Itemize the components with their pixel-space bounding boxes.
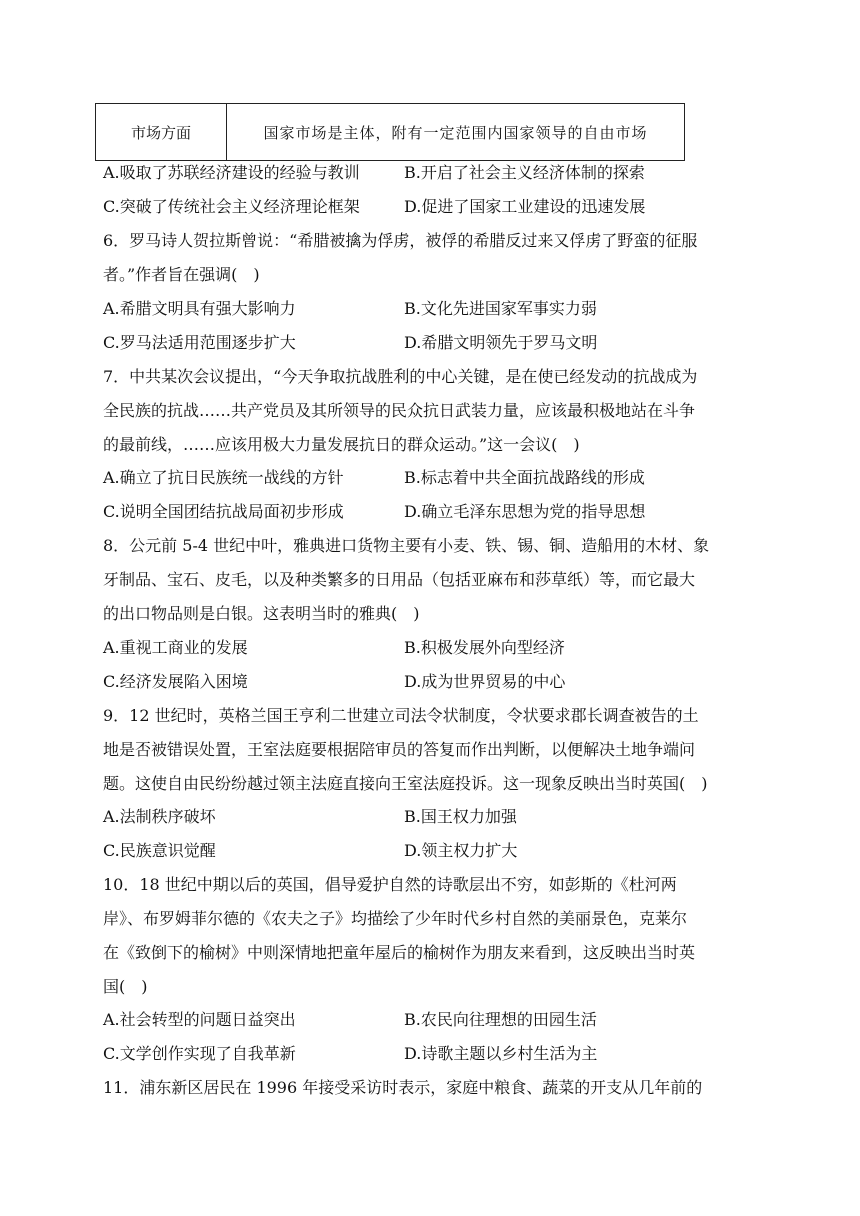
q9-stem-line-1: 9．12 世纪时，英格兰国王亨利二世建立司法令状制度，令状要求郡长调查被告的土 [103, 706, 699, 725]
option-a[interactable]: A.社会转型的问题日益突出 [103, 1010, 296, 1029]
option-b[interactable]: B.标志着中共全面抗战路线的形成 [404, 468, 645, 487]
option-c[interactable]: C.说明全国团结抗战局面初步形成 [103, 502, 344, 521]
option-c[interactable]: C.罗马法适用范围逐步扩大 [103, 333, 296, 352]
market-table [95, 103, 685, 161]
option-b[interactable]: B.积极发展外向型经济 [404, 638, 565, 657]
option-c[interactable]: C.民族意识觉醒 [103, 841, 216, 860]
option-d[interactable]: D.诗歌主题以乡村生活为主 [404, 1044, 598, 1063]
option-d[interactable]: D.希腊文明领先于罗马文明 [404, 333, 598, 352]
option-a[interactable]: A.法制秩序破坏 [103, 807, 216, 826]
option-d[interactable]: D.促进了国家工业建设的迅速发展 [404, 197, 646, 216]
option-d[interactable]: D.领主权力扩大 [404, 841, 518, 860]
q10-stem-line-2: 岸》、布罗姆菲尔德的《农夫之子》均描绘了少年时代乡村自然的美丽景色，克莱尔 [103, 909, 688, 928]
option-a[interactable]: A.确立了抗日民族统一战线的方针 [103, 468, 344, 487]
q6-stem-line-1: 6．罗马诗人贺拉斯曾说：“希腊被擒为俘虏，被俘的希腊反过来又俘虏了野蛮的征服 [103, 231, 698, 250]
q7-stem-line-2: 全民族的抗战……共产党员及其所领导的民众抗日武装力量，应该最积极地站在斗争 [103, 401, 696, 420]
q6-stem-line-2: 者。”作者旨在强调( ) [103, 265, 260, 284]
option-b[interactable]: B.开启了社会主义经济体制的探索 [404, 163, 645, 182]
option-d[interactable]: D.确立毛泽东思想为党的指导思想 [404, 502, 646, 521]
option-b[interactable]: B.文化先进国家军事实力弱 [404, 299, 597, 318]
q10-stem-line-3: 在《致倒下的榆树》中则深情地把童年屋后的榆树作为朋友来看到，这反映出当时英 [103, 943, 696, 962]
option-b[interactable]: B.国王权力加强 [404, 807, 517, 826]
table-label-cell: 市场方面 [96, 104, 227, 161]
option-a[interactable]: A.希腊文明具有强大影响力 [103, 299, 296, 318]
q11-stem-line-1: 11．浦东新区居民在 1996 年接受采访时表示，家庭中粮食、蔬菜的开支从几年前的 [103, 1078, 703, 1097]
table-content-cell: 国家市场是主体，附有一定范围内国家领导的自由市场 [227, 104, 685, 161]
option-c[interactable]: C.经济发展陷入困境 [103, 672, 248, 691]
option-d[interactable]: D.成为世界贸易的中心 [404, 672, 566, 691]
table-row [96, 104, 685, 161]
option-b[interactable]: B.农民向往理想的田园生活 [404, 1010, 597, 1029]
q8-stem-line-1: 8．公元前 5-4 世纪中叶，雅典进口货物主要有小麦、铁、锡、铜、造船用的木材、象 [103, 536, 710, 555]
q9-stem-line-2: 地是否被错误处置，王室法庭要根据陪审员的答复而作出判断，以便解决土地争端问 [103, 740, 696, 759]
q9-stem-line-3: 题。这使自由民纷纷越过领主法庭直接向王室法庭投诉。这一现象反映出当时英国( ) [103, 774, 708, 793]
q10-stem-line-4: 国( ) [103, 977, 148, 996]
option-c[interactable]: C.突破了传统社会主义经济理论框架 [103, 197, 360, 216]
q8-stem-line-2: 牙制品、宝石、皮毛，以及种类繁多的日用品（包括亚麻布和莎草纸）等，而它最大 [103, 570, 696, 589]
q8-stem-line-3: 的出口物品则是白银。这表明当时的雅典( ) [103, 604, 420, 623]
q10-stem-line-1: 10．18 世纪中期以后的英国，倡导爱护自然的诗歌层出不穷，如彭斯的《杜河两 [103, 875, 677, 894]
option-a[interactable]: A.吸取了苏联经济建设的经验与教训 [103, 163, 360, 182]
q7-stem-line-3: 的最前线，……应该用极大力量发展抗日的群众运动。”这一会议( ) [103, 435, 580, 454]
option-c[interactable]: C.文学创作实现了自我革新 [103, 1044, 296, 1063]
option-a[interactable]: A.重视工商业的发展 [103, 638, 248, 657]
q7-stem-line-1: 7．中共某次会议提出，“今天争取抗战胜利的中心关键，是在使已经发动的抗战成为 [103, 367, 698, 386]
